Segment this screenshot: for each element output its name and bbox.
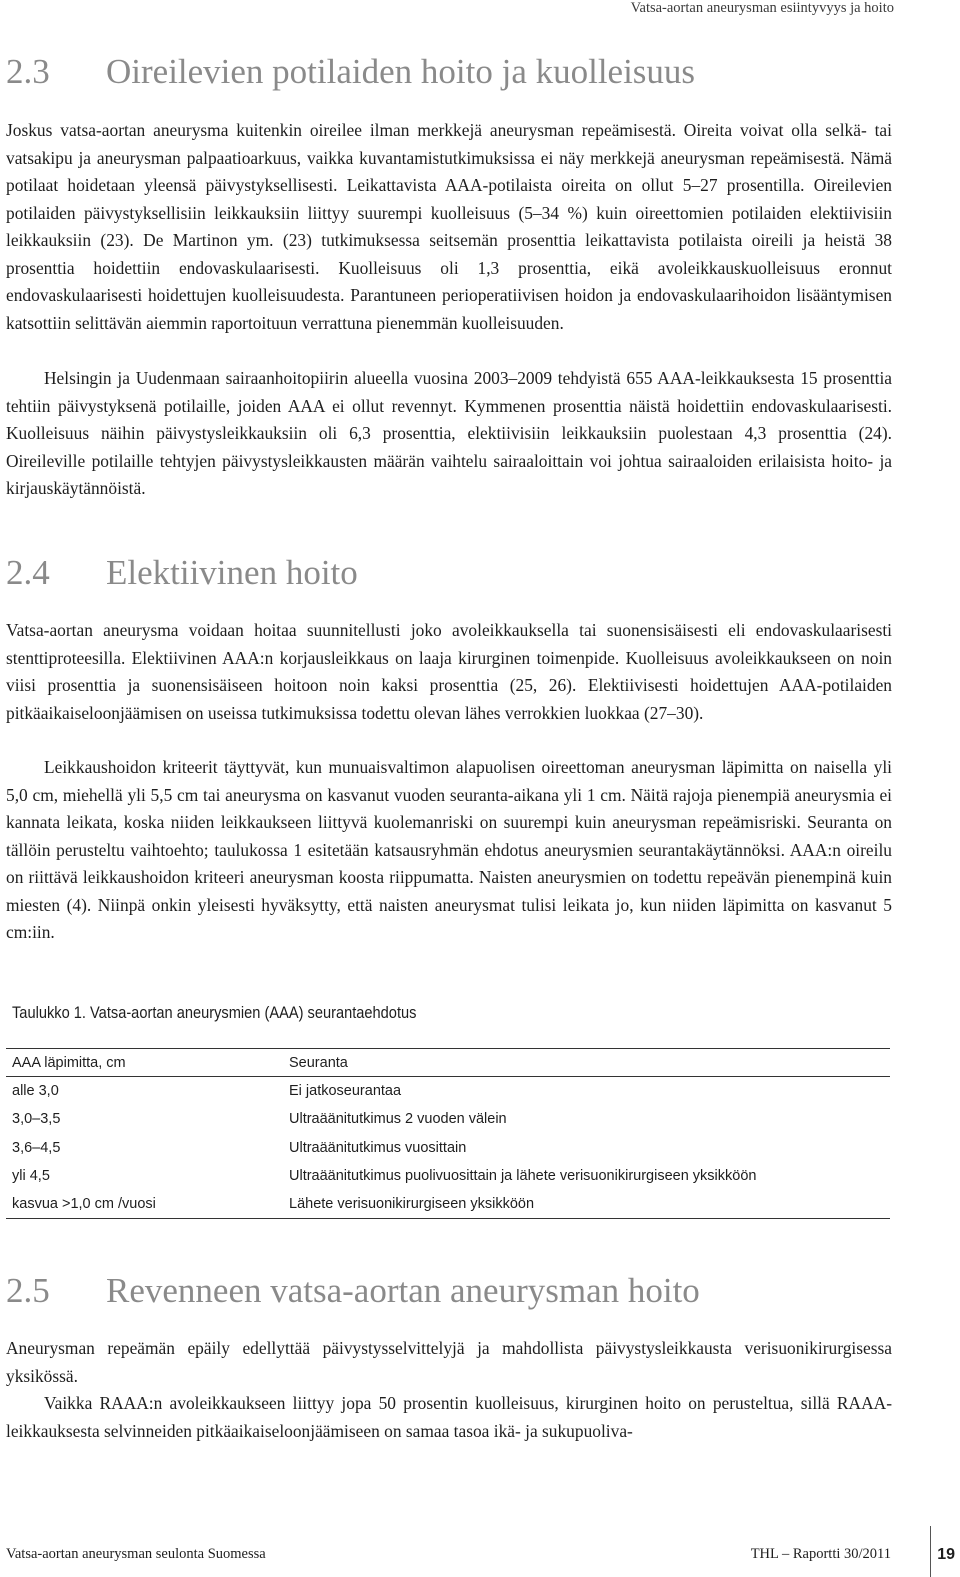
- section-title: Elektiivinen hoito: [106, 553, 358, 592]
- table-cell: Ei jatkoseurantaa: [289, 1083, 402, 1100]
- page-number-divider: [930, 1526, 931, 1577]
- table-header-cell: AAA läpimitta, cm: [12, 1054, 126, 1071]
- section-number: 2.5: [6, 1271, 50, 1310]
- page-number: 19: [937, 1546, 955, 1563]
- table-row: [6, 1162, 890, 1190]
- table-header-row: [6, 1048, 890, 1077]
- table-caption: Taulukko 1. Vatsa-aortan aneurysmien (AAA) seurantaehdotus: [12, 1003, 417, 1022]
- section-2-3-heading: [6, 52, 695, 92]
- table-row: [6, 1190, 890, 1219]
- table-row: [6, 1134, 890, 1162]
- section-number: 2.4: [6, 553, 50, 592]
- section-2-3-paragraph-1: Joskus vatsa-aortan aneurysma kuitenkin oireilee ilman merkkejä aneurysman repeämisestä. Oireita voivat olla selkä- tai vatsakipu ja aneurysman palpaatioarkuus, vaikka kuvantamistutkimuksissa ei näy merkkejä aneurysman repeämisestä. Nämä potilaat hoidetaan yleensä päivystyksellisesti. Leikattavista AAA-potilaista oireita on ollut 5–27 prosentilla. Oireilevien potilaiden päivystyksellisiin leikkauksiin liittyy suurempi kuolleisuus (5–34 %) kuin oireettomien potilaiden elektiivisiin leikkauksiin (23). De Martinon ym. (23) tutkimuksessa seitsemän prosenttia leikattavista potilaista oireili ja heistä 38 prosenttia hoidettiin endovaskulaarisesti. Kuolleisuus oli 1,3 prosenttia, eikä avoleikkauskuolleisuus eronnut endovaskulaarisesti hoidettujen kuolleisuudesta. Parantuneen perioperatiivisen hoidon ja endovaskulaarihoidon lisääntymisen katsottiin selittävän aiemmin raportoituun verrattuna pienemmän kuolleisuuden.: [6, 120, 892, 333]
- section-2-4-heading: [6, 553, 358, 593]
- section-2-5-paragraph-2: Vaikka RAAA:n avoleikkaukseen liittyy jopa 50 prosentin kuolleisuus, kirurginen hoito on perusteltua, sillä RAAA-leikkauksesta selvinneiden pitkäaikaiseloonjäämiseen on samaa tasoa ikä- ja sukupuoliva-: [6, 1393, 892, 1441]
- table-cell: Ultraäänitutkimus 2 vuoden välein: [289, 1111, 507, 1128]
- table-cell: Ultraäänitutkimus vuosittain: [289, 1139, 467, 1156]
- table-row: [6, 1077, 890, 1105]
- section-2-4-paragraph-2: Leikkaushoidon kriteerit täyttyvät, kun munuaisvaltimon alapuolisen oireettoman aneurysman läpimitta on naisella yli 5,0 cm, miehellä yli 5,5 cm tai aneurysma on kasvanut vuoden seuranta-aikana yli 1 cm. Näitä rajoja pienempiä aneurysmia ei kannata leikata, koska niiden leikkaukseen liittyvä kuolemanriski on suurempi kuin aneurysman repeämisriski. Seuranta on tällöin perusteltu vaihtoehto; taulukossa 1 esitetään katsausryhmän ehdotus aneurysmien seurantakäytännöksi. AAA:n oireilu on riittävä leikkaushoidon kriteeri aneurysman koosta riippumatta. Naisten aneurysmien on todettu repeävän pienempinä kuin miesten (4). Niinpä onkin yleisesti hyväksytty, että naisten aneurysmat tulisi leikata jo, kun niiden läpimitta on kasvanut 5 cm:iin.: [6, 757, 892, 942]
- footer-report-id: THL – Raportti 30/2011: [750, 1546, 891, 1562]
- table-cell: kasvua >1,0 cm /vuosi: [12, 1196, 156, 1213]
- table-cell: Lähete verisuonikirurgiseen yksikköön: [289, 1196, 535, 1213]
- table-header-cell: Seuranta: [289, 1054, 348, 1071]
- section-title: Revenneen vatsa-aortan aneurysman hoito: [106, 1271, 700, 1310]
- section-2-5-paragraph-1: Aneurysman repeämän epäily edellyttää päivystysselvittelyjä ja mahdollista päivystysleikkausta verisuonikirurgisessa yksikössä.: [6, 1338, 892, 1386]
- table-cell: 3,6–4,5: [12, 1139, 61, 1156]
- table-cell: Ultraäänitutkimus puolivuosittain ja lähete verisuonikirurgiseen yksikköön: [289, 1168, 757, 1185]
- table-cell: 3,0–3,5: [12, 1111, 61, 1128]
- running-head: Vatsa-aortan aneurysman esiintyvyys ja hoito: [630, 0, 894, 16]
- footer-publication-title: Vatsa-aortan aneurysman seulonta Suomessa: [6, 1546, 266, 1562]
- section-2-3-paragraph-2: Helsingin ja Uudenmaan sairaanhoitopiirin alueella vuosina 2003–2009 tehdyistä 655 AAA-leikkauksesta 15 prosenttia tehtiin päivystyksenä potilaille, joiden AAA ei ollut revennyt. Kymmenen prosenttia näistä hoidettiin endovaskulaarisesti. Kuolleisuus näihin päivystysleikkauksiin oli 6,3 prosenttia, elektiivisiin leikkauksiin puolestaan 4,3 prosenttia (24). Oireileville potilaille tehtyjen päivystysleikkausten määrän vaihtelu sairaaloittain voi johtua sairaaloiden erilaisista hoito- ja kirjauskäytännöistä.: [6, 368, 892, 498]
- follow-up-table: [6, 1048, 890, 1219]
- table-cell: yli 4,5: [12, 1168, 50, 1185]
- section-title: Oireilevien potilaiden hoito ja kuolleisuus: [106, 52, 696, 91]
- section-2-4-paragraph-1: Vatsa-aortan aneurysma voidaan hoitaa suunnitellusti joko avoleikkauksella tai suonensisäisesti eli endovaskulaarisesti stenttiproteesilla. Elektiivinen AAA:n korjausleikkaus on laaja kirurginen toimenpide. Kuolleisuus avoleikkaukseen on noin viisi prosenttia ja suonensisäiseen hoitoon noin kaksi prosenttia (25, 26). Elektiivisesti hoidettujen AAA-potilaiden pitkäaikaiseloonjäämisen on useissa tutkimuksissa todettu olevan lähes verrokkien luokkaa (27–30).: [6, 620, 892, 723]
- table-row: [6, 1105, 890, 1133]
- section-2-5-heading: [6, 1271, 700, 1311]
- table-cell: alle 3,0: [12, 1083, 59, 1100]
- section-number: 2.3: [6, 52, 50, 91]
